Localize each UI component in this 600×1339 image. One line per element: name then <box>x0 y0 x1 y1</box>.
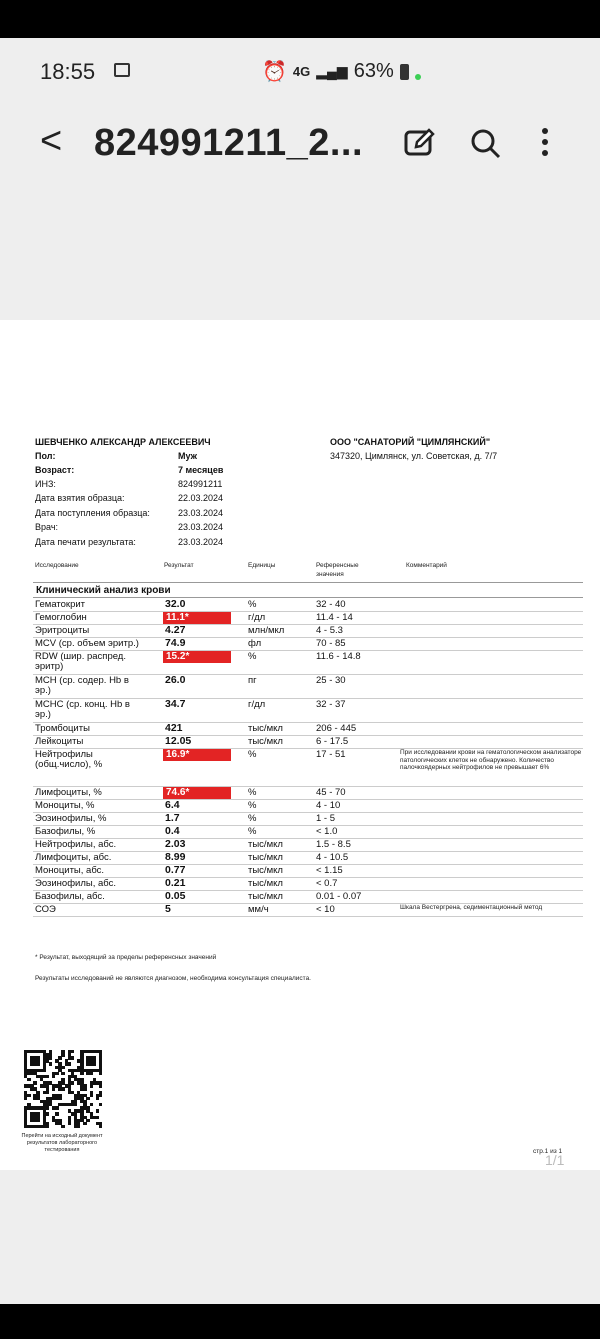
row-divider <box>33 786 583 787</box>
row-divider <box>33 735 583 736</box>
inz-value: 824991211 <box>178 479 223 489</box>
signal-icon: ▂▄▆ <box>316 63 348 79</box>
row-result: 1.7 <box>165 812 180 824</box>
qr-module <box>74 1103 77 1106</box>
row-comment: При исследовании крови на гематологическом анализаторе патологических клеток не обнаружено. Количество палочкоядерных нейтрофилов не превышает 6% <box>400 749 582 771</box>
row-unit: пг <box>248 675 257 686</box>
qr-module <box>68 1122 71 1125</box>
flagged-result: 15.2* <box>163 651 231 663</box>
row-unit: тыс/мкл <box>248 852 283 863</box>
qr-module <box>77 1125 80 1128</box>
sex-value: Муж <box>178 451 197 461</box>
edit-icon[interactable] <box>403 128 437 163</box>
row-name-2: эритр) <box>35 661 64 672</box>
row-unit: тыс/мкл <box>248 865 283 876</box>
qr-module <box>33 1081 36 1084</box>
qr-module <box>86 1097 89 1100</box>
row-result: 4.27 <box>165 624 186 636</box>
sample-date-value: 22.03.2024 <box>178 493 224 503</box>
row-unit: % <box>248 749 257 760</box>
row-result: 5 <box>165 903 171 915</box>
sample-date-label: Дата взятия образца: <box>35 493 125 503</box>
qr-module <box>58 1056 61 1059</box>
battery-icon <box>400 64 409 80</box>
row-ref: 32 - 40 <box>316 599 346 610</box>
row-divider <box>33 916 583 917</box>
print-date-label: Дата печати результата: <box>35 537 136 547</box>
row-result: 0.05 <box>165 890 186 902</box>
qr-caption: Перейти на исходный документ результатов лабораторного тестирования <box>21 1133 103 1153</box>
search-icon[interactable] <box>470 128 502 165</box>
qr-module <box>99 1103 102 1106</box>
row-ref: 0.01 - 0.07 <box>316 891 362 902</box>
row-ref: 6 - 17.5 <box>316 736 349 747</box>
row-name: Нейтрофилы, абс. <box>35 839 117 850</box>
qr-module <box>46 1112 49 1115</box>
row-name: Гемоглобин <box>35 612 87 623</box>
row-comment: Шкала Вестергрена, седиментационный метод <box>400 904 543 911</box>
row-result: 2.03 <box>165 838 186 850</box>
row-unit: % <box>248 800 257 811</box>
header-ref-2: значения <box>316 571 344 578</box>
lab-name: ООО "САНАТОРИЙ "ЦИМЛЯНСКИЙ" <box>330 437 491 447</box>
qr-module <box>46 1091 49 1094</box>
qr-code[interactable] <box>24 1050 102 1128</box>
row-name: Базофилы, абс. <box>35 891 105 902</box>
qr-module <box>90 1072 93 1075</box>
row-result: 74.9 <box>165 637 186 649</box>
row-divider <box>33 624 583 625</box>
qr-module <box>80 1072 83 1075</box>
row-result: 12.05 <box>165 735 192 747</box>
row-result: 8.99 <box>165 851 186 863</box>
sex-label: Пол: <box>35 451 56 461</box>
qr-module <box>71 1081 74 1084</box>
footnote: * Результат, выходящий за пределы референсных значений <box>35 954 217 961</box>
qr-module <box>27 1094 30 1097</box>
row-name: Моноциты, абс. <box>35 865 105 876</box>
row-name: Базофилы, % <box>35 826 96 837</box>
row-name: Лейкоциты <box>35 736 84 747</box>
row-ref: 11.6 - 14.8 <box>316 651 361 662</box>
row-ref: 17 - 51 <box>316 749 346 760</box>
qr-module <box>90 1094 93 1097</box>
page-indicator: 1/1 <box>545 1152 565 1168</box>
qr-module <box>46 1125 49 1128</box>
row-result: 0.77 <box>165 864 186 876</box>
row-divider <box>33 890 583 891</box>
row-divider <box>33 799 583 800</box>
qr-module <box>61 1066 64 1069</box>
row-unit: % <box>248 599 257 610</box>
row-ref: 25 - 30 <box>316 675 346 686</box>
qr-module <box>43 1069 46 1072</box>
qr-module <box>71 1056 74 1059</box>
row-unit: тыс/мкл <box>248 839 283 850</box>
row-result: 421 <box>165 722 183 734</box>
qr-module <box>83 1087 86 1090</box>
row-ref: 4 - 5.3 <box>316 625 343 636</box>
qr-module <box>99 1084 102 1087</box>
row-name: Лимфоциты, абс. <box>35 852 112 863</box>
inz-label: ИНЗ: <box>35 479 56 489</box>
qr-module <box>99 1072 102 1075</box>
row-unit: млн/мкл <box>248 625 285 636</box>
section-divider <box>33 597 583 598</box>
flagged-result: 74.6* <box>163 787 231 799</box>
row-ref: < 1.15 <box>316 865 343 876</box>
document-page <box>0 320 600 1170</box>
qr-module <box>90 1084 93 1087</box>
qr-module <box>58 1097 61 1100</box>
qr-module <box>99 1094 102 1097</box>
row-name: СОЭ <box>35 904 56 915</box>
row-ref: 206 - 445 <box>316 723 357 734</box>
row-ref: 4 - 10.5 <box>316 852 349 863</box>
row-unit: % <box>248 787 257 798</box>
row-name: MCH (ср. содер. Hb в <box>35 675 129 686</box>
row-result: 0.4 <box>165 825 180 837</box>
age-label: Возраст: <box>35 465 75 475</box>
status-time: 18:55 <box>40 59 96 84</box>
qr-module <box>68 1062 71 1065</box>
row-ref: 70 - 85 <box>316 638 346 649</box>
row-unit: тыс/мкл <box>248 878 283 889</box>
qr-module <box>36 1062 39 1065</box>
row-ref: < 1.0 <box>316 826 338 837</box>
lab-address: 347320, Цимлянск, ул. Советская, д. 7/7 <box>330 451 498 461</box>
flagged-result: 16.9* <box>163 749 231 761</box>
doctor-value: 23.03.2024 <box>178 522 224 532</box>
page-number: стр.1 из 1 <box>533 1148 563 1155</box>
row-result: 6.4 <box>165 799 180 811</box>
header-test: Исследование <box>35 562 79 569</box>
qr-module <box>96 1097 99 1100</box>
row-ref: 45 - 70 <box>316 787 346 798</box>
network-type: 4G <box>292 64 311 79</box>
qr-module <box>36 1119 39 1122</box>
row-ref: 4 - 10 <box>316 800 341 811</box>
header-result: Результат <box>164 562 194 569</box>
section-title: Клинический анализ крови <box>36 585 171 596</box>
row-unit: % <box>248 826 257 837</box>
row-name: MCHC (ср. конц. Hb в <box>35 699 130 710</box>
row-divider <box>33 864 583 865</box>
disclaimer: Результаты исследований не являются диагнозом, необходима консультация специалиста. <box>35 975 311 982</box>
patient-name: ШЕВЧЕНКО АЛЕКСАНДР АЛЕКСЕЕВИЧ <box>35 437 211 447</box>
row-unit: тыс/мкл <box>248 891 283 902</box>
privacy-dot-icon <box>415 74 421 80</box>
row-name: Гематокрит <box>35 599 86 610</box>
row-unit: тыс/мкл <box>248 723 283 734</box>
row-ref: < 10 <box>316 904 335 915</box>
row-divider <box>33 611 583 612</box>
row-ref: 1.5 - 8.5 <box>316 839 351 850</box>
row-name: Нейтрофилы <box>35 749 93 760</box>
header-units: Единицы <box>248 562 276 569</box>
header-ref-1: Референсные <box>316 562 359 569</box>
received-date-label: Дата поступления образца: <box>35 508 150 518</box>
qr-module <box>24 1097 27 1100</box>
row-divider <box>33 722 583 723</box>
row-name: Эозинофилы, абс. <box>35 878 116 889</box>
qr-module <box>52 1087 55 1090</box>
qr-module <box>99 1125 102 1128</box>
row-name-2: эр.) <box>35 709 51 720</box>
qr-module <box>86 1119 89 1122</box>
doctor-label: Врач: <box>35 522 59 532</box>
row-ref: < 0.7 <box>316 878 338 889</box>
row-unit: г/дл <box>248 612 266 623</box>
more-options-icon[interactable] <box>537 126 553 165</box>
age-value: 7 месяцев <box>178 465 224 475</box>
qr-module <box>61 1053 64 1056</box>
qr-module <box>27 1078 30 1081</box>
document-title: 824991211_2... <box>94 122 364 164</box>
row-result: 34.7 <box>165 698 186 710</box>
header-divider <box>33 582 583 583</box>
received-date-value: 23.03.2024 <box>178 508 224 518</box>
back-button[interactable]: < <box>40 120 63 162</box>
row-result: 26.0 <box>165 674 186 686</box>
row-name-2: (общ.число), % <box>35 759 103 770</box>
qr-module <box>52 1075 55 1078</box>
qr-module <box>49 1056 52 1059</box>
row-unit: фл <box>248 638 262 649</box>
header-comment: Комментарий <box>406 562 447 569</box>
qr-module <box>46 1106 49 1109</box>
gallery-notification-icon <box>114 63 130 77</box>
row-name: Эритроциты <box>35 625 90 636</box>
row-unit: г/дл <box>248 699 266 710</box>
row-divider <box>33 851 583 852</box>
row-ref: 1 - 5 <box>316 813 336 824</box>
qr-module <box>49 1062 52 1065</box>
row-name-2: эр.) <box>35 685 51 696</box>
row-name: Моноциты, % <box>35 800 95 811</box>
row-name: Лимфоциты, % <box>35 787 102 798</box>
qr-module <box>46 1075 49 1078</box>
row-divider <box>33 825 583 826</box>
qr-module <box>96 1109 99 1112</box>
qr-module <box>55 1112 58 1115</box>
print-date-value: 23.03.2024 <box>178 537 224 547</box>
qr-module <box>55 1106 58 1109</box>
qr-module <box>61 1072 64 1075</box>
row-name: Эозинофилы, % <box>35 813 107 824</box>
alarm-icon: ⏰ <box>262 61 287 83</box>
row-divider <box>33 812 583 813</box>
status-indicators <box>262 59 421 84</box>
row-result: 0.21 <box>165 877 186 889</box>
row-unit: тыс/мкл <box>248 736 283 747</box>
battery-percent: 63% <box>353 60 394 82</box>
qr-module <box>61 1125 64 1128</box>
qr-module <box>93 1062 96 1065</box>
flagged-result: 11.1* <box>163 612 231 624</box>
row-unit: % <box>248 651 257 662</box>
row-name: RDW (шир. распред. <box>35 651 126 662</box>
qr-module <box>61 1087 64 1090</box>
row-ref: 11.4 - 14 <box>316 612 353 623</box>
qr-module <box>83 1122 86 1125</box>
qr-module <box>71 1050 74 1053</box>
row-name: MCV (ср. объем эритр.) <box>35 638 139 649</box>
qr-module <box>55 1072 58 1075</box>
row-name: Тромбоциты <box>35 723 90 734</box>
qr-module <box>96 1116 99 1119</box>
row-unit: % <box>248 813 257 824</box>
row-ref: 32 - 37 <box>316 699 346 710</box>
qr-module <box>90 1103 93 1106</box>
row-unit: мм/ч <box>248 904 269 915</box>
row-result: 32.0 <box>165 598 186 610</box>
